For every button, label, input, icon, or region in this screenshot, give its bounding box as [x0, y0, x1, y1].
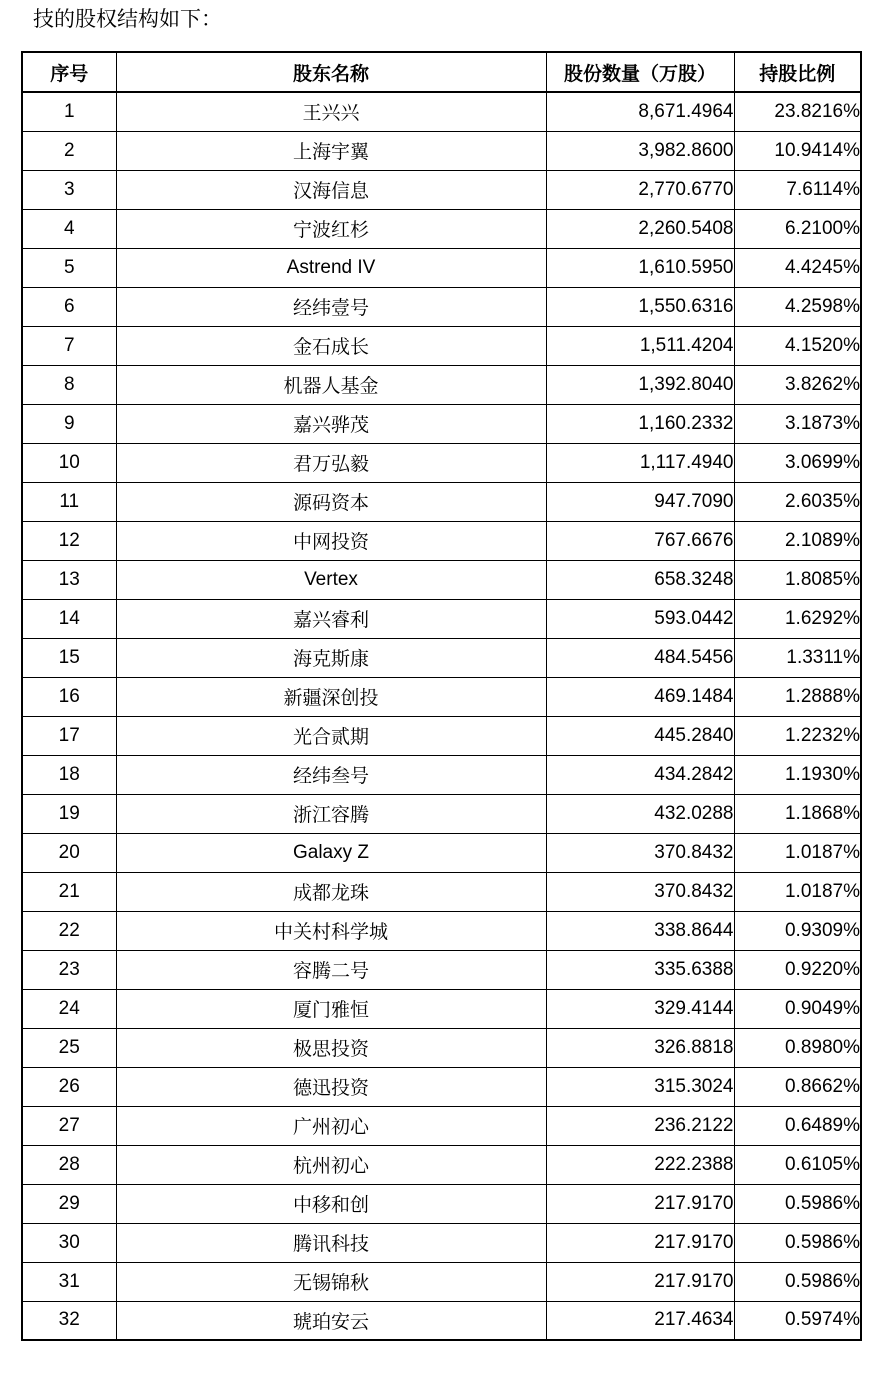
- table-body: [22, 92, 861, 1340]
- shareholder-name-cell: 中网投资: [116, 521, 546, 560]
- shareholder-name-cell: 浙江容腾: [116, 794, 546, 833]
- table-row: [22, 1223, 861, 1262]
- table-row: [22, 365, 861, 404]
- share-count-cell: 338.8644: [546, 911, 734, 950]
- shareholder-name-cell: 嘉兴睿利: [116, 599, 546, 638]
- shareholding-pct-cell: 1.6292%: [734, 599, 861, 638]
- share-count-cell: 370.8432: [546, 872, 734, 911]
- share-count-cell: 370.8432: [546, 833, 734, 872]
- share-count-cell: 329.4144: [546, 989, 734, 1028]
- row-no-cell: 8: [22, 365, 116, 404]
- share-count-cell: 335.6388: [546, 950, 734, 989]
- intro-text: 技的股权结构如下：: [33, 7, 222, 31]
- share-count-cell: 2,770.6770: [546, 170, 734, 209]
- shareholder-name-cell: 金石成长: [116, 326, 546, 365]
- row-no-cell: 29: [22, 1184, 116, 1223]
- shareholder-name-cell: 王兴兴: [116, 92, 546, 131]
- table-row: [22, 248, 861, 287]
- share-count-cell: 469.1484: [546, 677, 734, 716]
- share-count-cell: 445.2840: [546, 716, 734, 755]
- table-row: [22, 1262, 861, 1301]
- row-no-cell: 30: [22, 1223, 116, 1262]
- row-no-cell: 27: [22, 1106, 116, 1145]
- shareholder-name-cell: 源码资本: [116, 482, 546, 521]
- shareholding-pct-cell: 6.2100%: [734, 209, 861, 248]
- row-no-cell: 3: [22, 170, 116, 209]
- shareholder-name-cell: 机器人基金: [116, 365, 546, 404]
- table-row: [22, 833, 861, 872]
- table-row: [22, 560, 861, 599]
- shareholder-name-cell: 成都龙珠: [116, 872, 546, 911]
- shareholding-pct-cell: 1.2232%: [734, 716, 861, 755]
- share-count-cell: 3,982.8600: [546, 131, 734, 170]
- shareholding-pct-cell: 1.0187%: [734, 833, 861, 872]
- shareholder-name-cell: 腾讯科技: [116, 1223, 546, 1262]
- shareholder-name-cell: 君万弘毅: [116, 443, 546, 482]
- header-no: 序号: [22, 52, 116, 92]
- row-no-cell: 21: [22, 872, 116, 911]
- table-row: [22, 794, 861, 833]
- shareholding-pct-cell: 4.4245%: [734, 248, 861, 287]
- table-row: [22, 677, 861, 716]
- table-row: [22, 92, 861, 131]
- shareholder-name-cell: 中移和创: [116, 1184, 546, 1223]
- row-no-cell: 22: [22, 911, 116, 950]
- table-row: [22, 1028, 861, 1067]
- share-count-cell: 1,511.4204: [546, 326, 734, 365]
- shareholding-pct-cell: 2.1089%: [734, 521, 861, 560]
- shareholder-name-cell: 嘉兴骅茂: [116, 404, 546, 443]
- shareholding-pct-cell: 0.6489%: [734, 1106, 861, 1145]
- table-row: [22, 872, 861, 911]
- header-name: 股东名称: [116, 52, 546, 92]
- shareholding-pct-cell: 0.5986%: [734, 1184, 861, 1223]
- row-no-cell: 9: [22, 404, 116, 443]
- share-count-cell: 326.8818: [546, 1028, 734, 1067]
- shareholding-pct-cell: 0.9049%: [734, 989, 861, 1028]
- table-row: [22, 755, 861, 794]
- shareholding-pct-cell: 3.8262%: [734, 365, 861, 404]
- shareholding-pct-cell: 0.8980%: [734, 1028, 861, 1067]
- table-row: [22, 716, 861, 755]
- share-count-cell: 8,671.4964: [546, 92, 734, 131]
- table-row: [22, 209, 861, 248]
- shareholder-name-cell: Vertex: [116, 560, 546, 599]
- table-row: [22, 1106, 861, 1145]
- row-no-cell: 23: [22, 950, 116, 989]
- row-no-cell: 28: [22, 1145, 116, 1184]
- table-row: [22, 170, 861, 209]
- row-no-cell: 25: [22, 1028, 116, 1067]
- table-row: [22, 911, 861, 950]
- row-no-cell: 12: [22, 521, 116, 560]
- shareholder-name-cell: 经纬壹号: [116, 287, 546, 326]
- table-row: [22, 287, 861, 326]
- shareholder-name-cell: Galaxy Z: [116, 833, 546, 872]
- shareholding-pct-cell: 0.5986%: [734, 1223, 861, 1262]
- shareholding-pct-cell: 1.2888%: [734, 677, 861, 716]
- row-no-cell: 14: [22, 599, 116, 638]
- share-count-cell: 217.9170: [546, 1223, 734, 1262]
- share-count-cell: 2,260.5408: [546, 209, 734, 248]
- shareholder-name-cell: 德迅投资: [116, 1067, 546, 1106]
- shareholding-table: [21, 51, 862, 1341]
- share-count-cell: 767.6676: [546, 521, 734, 560]
- share-count-cell: 217.9170: [546, 1184, 734, 1223]
- shareholder-name-cell: 新疆深创投: [116, 677, 546, 716]
- shareholder-name-cell: 上海宇翼: [116, 131, 546, 170]
- row-no-cell: 11: [22, 482, 116, 521]
- row-no-cell: 20: [22, 833, 116, 872]
- shareholder-name-cell: 中关村科学城: [116, 911, 546, 950]
- shareholding-pct-cell: 2.6035%: [734, 482, 861, 521]
- table-row: [22, 404, 861, 443]
- row-no-cell: 32: [22, 1301, 116, 1340]
- row-no-cell: 5: [22, 248, 116, 287]
- row-no-cell: 2: [22, 131, 116, 170]
- shareholder-name-cell: 汉海信息: [116, 170, 546, 209]
- table-row: [22, 521, 861, 560]
- row-no-cell: 26: [22, 1067, 116, 1106]
- table-row: [22, 131, 861, 170]
- table-row: [22, 1067, 861, 1106]
- shareholding-pct-cell: 0.5974%: [734, 1301, 861, 1340]
- shareholder-name-cell: 经纬叁号: [116, 755, 546, 794]
- table-row: [22, 638, 861, 677]
- shareholder-name-cell: 厦门雅恒: [116, 989, 546, 1028]
- table-row: [22, 326, 861, 365]
- shareholding-pct-cell: 1.0187%: [734, 872, 861, 911]
- shareholder-name-cell: 容腾二号: [116, 950, 546, 989]
- table-row: [22, 482, 861, 521]
- share-count-cell: 217.4634: [546, 1301, 734, 1340]
- shareholding-pct-cell: 0.6105%: [734, 1145, 861, 1184]
- shareholder-name-cell: 杭州初心: [116, 1145, 546, 1184]
- share-count-cell: 1,610.5950: [546, 248, 734, 287]
- shareholding-pct-cell: 0.5986%: [734, 1262, 861, 1301]
- table-row: [22, 1184, 861, 1223]
- shareholding-pct-cell: 3.0699%: [734, 443, 861, 482]
- row-no-cell: 17: [22, 716, 116, 755]
- row-no-cell: 4: [22, 209, 116, 248]
- row-no-cell: 1: [22, 92, 116, 131]
- shareholder-name-cell: 无锡锦秋: [116, 1262, 546, 1301]
- shareholding-pct-cell: 4.1520%: [734, 326, 861, 365]
- row-no-cell: 6: [22, 287, 116, 326]
- table-row: [22, 443, 861, 482]
- shareholder-name-cell: 广州初心: [116, 1106, 546, 1145]
- shareholding-pct-cell: 1.8085%: [734, 560, 861, 599]
- row-no-cell: 7: [22, 326, 116, 365]
- shareholding-pct-cell: 1.1930%: [734, 755, 861, 794]
- share-count-cell: 658.3248: [546, 560, 734, 599]
- row-no-cell: 13: [22, 560, 116, 599]
- shareholder-name-cell: 宁波红杉: [116, 209, 546, 248]
- shareholding-pct-cell: 7.6114%: [734, 170, 861, 209]
- row-no-cell: 19: [22, 794, 116, 833]
- share-count-cell: 315.3024: [546, 1067, 734, 1106]
- row-no-cell: 15: [22, 638, 116, 677]
- row-no-cell: 16: [22, 677, 116, 716]
- row-no-cell: 31: [22, 1262, 116, 1301]
- shareholding-pct-cell: 3.1873%: [734, 404, 861, 443]
- share-count-cell: 434.2842: [546, 755, 734, 794]
- shareholder-name-cell: 海克斯康: [116, 638, 546, 677]
- shareholding-pct-cell: 0.9220%: [734, 950, 861, 989]
- table-header: [22, 52, 861, 92]
- shareholding-pct-cell: 1.1868%: [734, 794, 861, 833]
- share-count-cell: 432.0288: [546, 794, 734, 833]
- shareholder-name-cell: 琥珀安云: [116, 1301, 546, 1340]
- table-row: [22, 1301, 861, 1340]
- shareholding-pct-cell: 10.9414%: [734, 131, 861, 170]
- row-no-cell: 10: [22, 443, 116, 482]
- shareholding-pct-cell: 4.2598%: [734, 287, 861, 326]
- share-count-cell: 947.7090: [546, 482, 734, 521]
- share-count-cell: 222.2388: [546, 1145, 734, 1184]
- shareholder-name-cell: Astrend IV: [116, 248, 546, 287]
- row-no-cell: 18: [22, 755, 116, 794]
- share-count-cell: 1,117.4940: [546, 443, 734, 482]
- share-count-cell: 593.0442: [546, 599, 734, 638]
- share-count-cell: 217.9170: [546, 1262, 734, 1301]
- share-count-cell: 1,160.2332: [546, 404, 734, 443]
- shareholding-pct-cell: 0.9309%: [734, 911, 861, 950]
- share-count-cell: 1,550.6316: [546, 287, 734, 326]
- table-row: [22, 599, 861, 638]
- row-no-cell: 24: [22, 989, 116, 1028]
- header-shares: 股份数量（万股）: [546, 52, 734, 92]
- table-row: [22, 1145, 861, 1184]
- share-count-cell: 484.5456: [546, 638, 734, 677]
- table-row: [22, 950, 861, 989]
- shareholder-name-cell: 光合贰期: [116, 716, 546, 755]
- shareholding-pct-cell: 23.8216%: [734, 92, 861, 131]
- share-count-cell: 236.2122: [546, 1106, 734, 1145]
- share-count-cell: 1,392.8040: [546, 365, 734, 404]
- header-pct: 持股比例: [734, 52, 861, 92]
- shareholding-pct-cell: 1.3311%: [734, 638, 861, 677]
- shareholder-name-cell: 极思投资: [116, 1028, 546, 1067]
- table-row: [22, 989, 861, 1028]
- shareholding-pct-cell: 0.8662%: [734, 1067, 861, 1106]
- header-row: [22, 52, 861, 92]
